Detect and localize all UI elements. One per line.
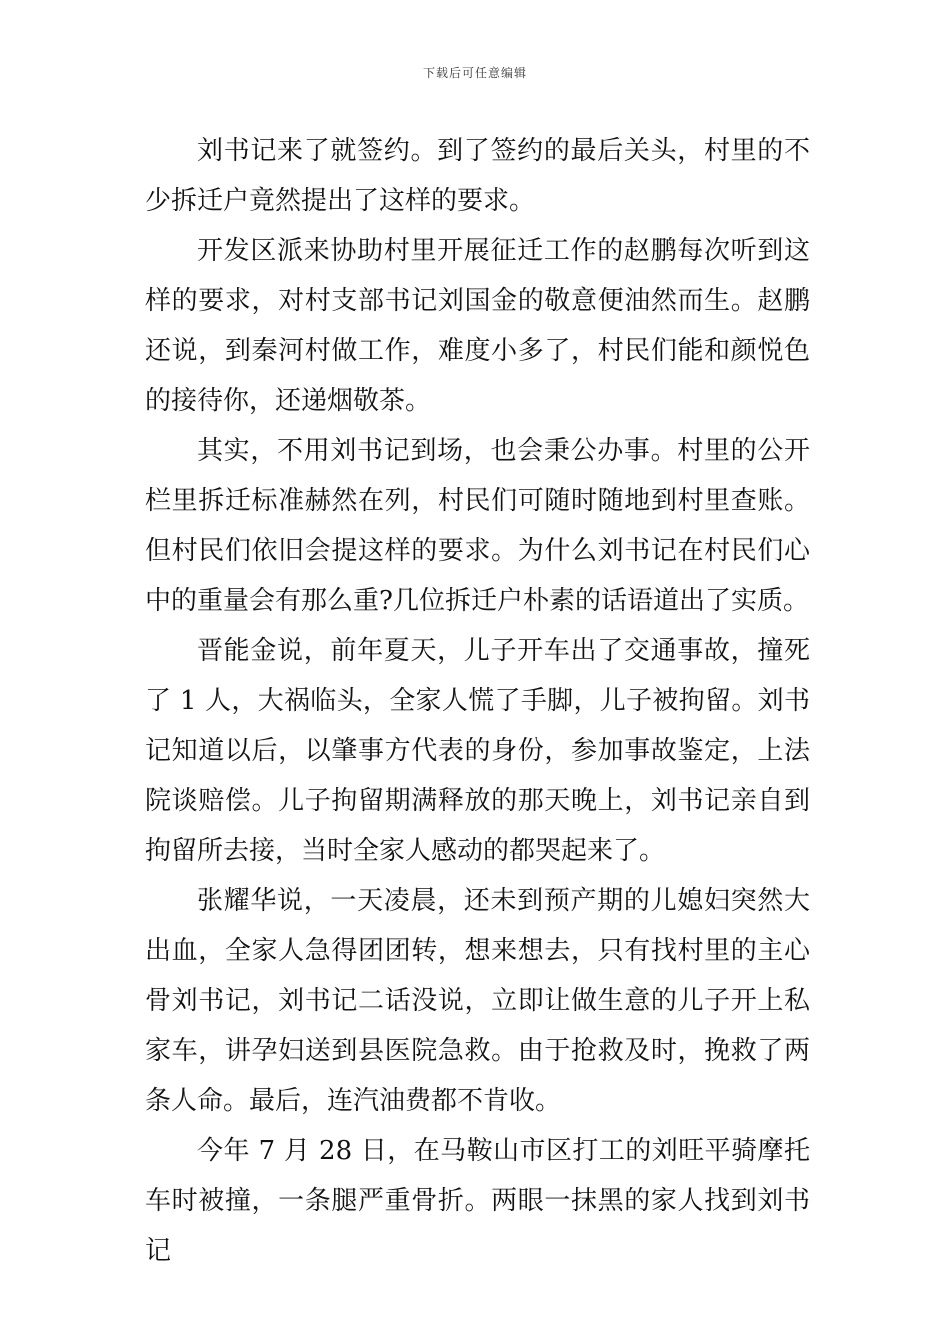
page-header: 下载后可任意编辑 bbox=[422, 66, 527, 80]
document-body bbox=[145, 126, 810, 1276]
paragraph: 开发区派来协助村里开展征迁工作的赵鹏每次听到这样的要求，对村支部书记刘国金的敬意便油然而生。赵鹏还说，到秦河村做工作，难度小多了，村民们能和颜悦色的接待你，还递烟敬茶。 bbox=[145, 236, 810, 416]
paragraph: 今年 7 月 28 日，在马鞍山市区打工的刘旺平骑摩托车时被撞，一条腿严重骨折。两眼一抹黑的家人找到刘书记 bbox=[145, 1136, 810, 1266]
paragraph: 其实，不用刘书记到场，也会秉公办事。村里的公开栏里拆迁标准赫然在列，村民们可随时随地到村里查账。但村民们依旧会提这样的要求。为什么刘书记在村民们心中的重量会有那么重?几位拆迁户朴素的话语道出了实质。 bbox=[145, 436, 810, 616]
paragraph: 刘书记来了就签约。到了签约的最后关头，村里的不少拆迁户竟然提出了这样的要求。 bbox=[145, 136, 810, 216]
paragraph: 晋能金说，前年夏天，儿子开车出了交通事故，撞死了 1 人，大祸临头，全家人慌了手脚，儿子被拘留。刘书记知道以后，以肇事方代表的身份，参加事故鉴定，上法院谈赔偿。儿子拘留期满释放的那天晚上，刘书记亲自到拘留所去接，当时全家人感动的都哭起来了。 bbox=[145, 636, 810, 866]
paragraph: 张耀华说，一天凌晨，还未到预产期的儿媳妇突然大出血，全家人急得团团转，想来想去，只有找村里的主心骨刘书记，刘书记二话没说，立即让做生意的儿子开上私家车，讲孕妇送到县医院急救。由于抢救及时，挽救了两条人命。最后，连汽油费都不肯收。 bbox=[145, 886, 810, 1116]
